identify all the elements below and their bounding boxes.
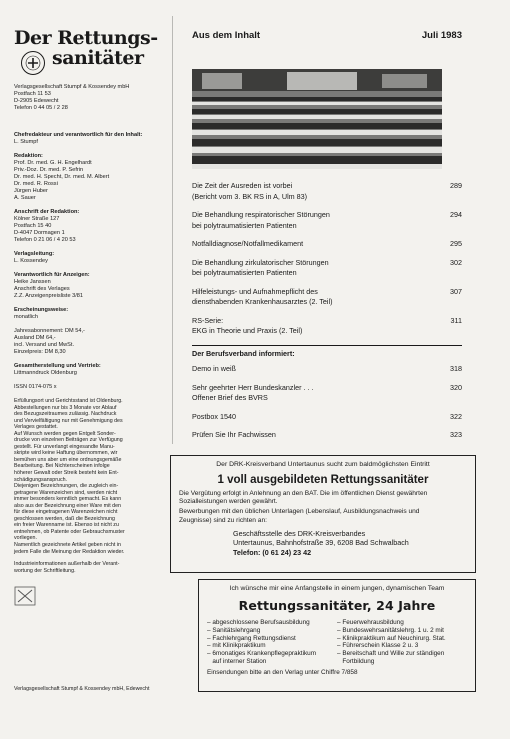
publisher-line: D-2905 Edewecht <box>14 98 59 104</box>
imprint-line: Kölner Straße 127 <box>14 216 60 222</box>
imprint-line: Priv.-Doz. Dr. med. P. Sefrin <box>14 167 84 173</box>
toc-title: Notfalldiagnose/Notfallmedikament <box>192 239 304 248</box>
imprint-block <box>14 272 174 300</box>
imprint-line: A. Sauer <box>14 195 36 201</box>
masthead-title-line1: Der Rettungs- <box>14 27 158 49</box>
imprint-block <box>14 363 174 377</box>
ad2-right-list <box>337 619 467 666</box>
imprint-heading: Erscheinungsweise: <box>14 307 69 313</box>
masthead-title-line2: sanitäter <box>52 47 144 69</box>
fine-print-line: schädigungsanspruch. <box>14 476 68 483</box>
fine-print-line: wortung der Schriftleitung. <box>14 567 76 574</box>
toc-entry <box>192 364 462 375</box>
imprint-line: Telefon 0 21 06 / 4 20 53 <box>14 237 76 243</box>
ad2-list-item: – Führerschein Klasse 2 u. 3 <box>337 642 419 650</box>
fine-print-line: entnehmen, ob Patente oder Gebrauchsmuster <box>14 528 125 535</box>
ad2-headline: Rettungssanitäter, 24 Jahre <box>238 598 436 613</box>
imprint <box>14 132 174 391</box>
publisher-line: Postfach 11 53 <box>14 91 51 97</box>
toc-page-number: 323 <box>450 430 462 439</box>
imprint-block <box>14 251 174 265</box>
imprint-line: D-4047 Dormagen 1 <box>14 230 65 236</box>
ad2-list-item: – abgeschlossene Berufsausbildung <box>207 619 310 626</box>
imprint-heading: Verantwortlich für Anzeigen: <box>14 272 90 278</box>
toc-entry <box>192 239 462 250</box>
toc-page-number: 289 <box>450 181 462 190</box>
ad1-body-line: Zeugnisse) sind zu richten an: <box>179 516 267 524</box>
fine-print-line: Industrieinformationen außerhalb der Verant- <box>14 561 120 568</box>
ad2-lead: Ich wünsche mir eine Anfangstelle in einem jungen, dynamischen Team <box>229 585 445 592</box>
imprint-block <box>14 328 174 356</box>
masthead <box>14 28 174 80</box>
contents-header <box>192 30 462 41</box>
ad2-list-item: – Feuerwehrausbildung <box>337 619 404 626</box>
fine-print-line: Diejenigen Bezeichnungen, die zugleich ein- <box>14 483 119 490</box>
ad1-lead: Der DRK-Kreisverband Untertaunus sucht zum baldmöglichsten Eintritt <box>216 461 430 468</box>
imprint-line: incl. Versand und MwSt. <box>14 342 75 348</box>
left-column <box>14 28 174 611</box>
imprint-line: Dr. med. H. Specht, Dr. med. M. Albert <box>14 174 110 180</box>
right-column <box>192 30 462 439</box>
toc-title: RS-Serie: EKG in Theorie und Praxis (2. Teil) <box>192 315 303 335</box>
fine-print-line: bemühen uns aber um eine ordnungsgemäße <box>14 456 122 463</box>
imprint-line: Dr. med. R. Rossi <box>14 181 58 187</box>
toc-title: Hilfeleistungs- und Aufnahmepflicht des diensthabenden Krankenhausarztes (2. Teil) <box>192 286 333 306</box>
fine-print-line: des Bezugszeitraumes zulässig. Nachdruck <box>14 411 117 418</box>
imprint-line: Einzelpreis: DM 8,30 <box>14 349 66 355</box>
toc-entry <box>192 430 462 441</box>
toc-title: Die Zeit der Ausreden ist vorbei (Bericht vom 3. BK RS in A, Ulm 83) <box>192 181 308 201</box>
toc-title: Sehr geehrter Herr Bundeskanzler . . . Offener Brief des BVRS <box>192 382 314 402</box>
toc-title: Demo in weiß <box>192 364 236 373</box>
ad1-address-line: Untertaunus, Bahnhofstraße 39, 6208 Bad Schwalbach <box>233 538 409 548</box>
column-divider <box>172 16 173 444</box>
fine-print <box>14 398 174 574</box>
imprint-block <box>14 307 174 321</box>
imprint-line: L. Stumpf <box>14 139 38 145</box>
toc-title: Der Berufsverband informiert: <box>192 348 295 358</box>
fine-print-line: jedem Falle die Meinung der Redaktion wieder. <box>14 548 125 555</box>
ad1-phone: Telefon: (0 61 24) 23 42 <box>233 547 312 557</box>
ad2-list-item: – 6monatiges Krankenpflegepraktikum <box>207 650 317 658</box>
imprint-line: Z.Z. Anzeigenpreisliste 3/81 <box>14 293 84 299</box>
imprint-heading: Gesamtherstellung und Vertrieb: <box>14 363 101 369</box>
toc-title: Postbox 1540 <box>192 411 236 421</box>
conference-photo <box>192 69 442 169</box>
imprint-line: Postfach 15 40 <box>14 223 52 229</box>
imprint-heading: Verlagsleitung: <box>14 251 55 257</box>
seal-logo-icon <box>20 50 46 76</box>
fine-print-line: Bearbeitung. Bei Nichterscheinen infolge <box>14 463 110 470</box>
ad2-left-list <box>207 619 337 666</box>
imprint-line: monatlich <box>14 314 38 320</box>
fine-print-line: gestellt. Für unverlangt eingesandte Manu- <box>14 443 115 450</box>
toc-page-number: 294 <box>450 210 462 219</box>
toc-page-number: 318 <box>450 364 462 373</box>
publisher-line: Verlagsgesellschaft Stumpf & Kossendey mbH <box>14 84 130 90</box>
imprint-heading: Anschrift der Redaktion: <box>14 209 80 215</box>
table-of-contents <box>192 181 462 449</box>
ad1-address <box>179 529 467 558</box>
toc-title: Die Behandlung zirkulatorischer Störungen bei polytraumatisierten Patienten <box>192 257 329 277</box>
ad2-list-item: auf interner Station <box>207 657 267 665</box>
imprint-line: Anschrift des Verlages <box>14 286 70 292</box>
fine-print-line: Erfüllungsort und Gerichtsstand ist Oldenburg. <box>14 398 123 404</box>
left-footer: Verlagsgesellschaft Stumpf & Kossendey mbH, Edewecht <box>14 686 150 692</box>
fine-print-line: immer besonders kenntlich gemacht. Es kann <box>14 496 122 503</box>
section-title: Aus dem Inhalt <box>192 30 261 41</box>
issue-date: Juli 1983 <box>421 30 462 41</box>
imprint-line: Jürgen Huber <box>14 188 48 194</box>
fine-print-line: für diese eingetragenen Warenzeichen nicht <box>14 509 118 516</box>
imprint-heading: Chefredakteur und verantwortlich für den Inhalt: <box>14 132 143 138</box>
imprint-line: Littmanndruck Oldenburg <box>14 370 77 376</box>
toc-page-number: 320 <box>450 382 462 392</box>
toc-page-number: 311 <box>450 315 462 325</box>
imprint-block <box>14 153 174 202</box>
imprint-line: L. Kossendey <box>14 258 48 264</box>
fine-print-line: Verlages gestattet. <box>14 424 58 431</box>
fine-print-line: also aus der Bezeichnung einer Ware mit den <box>14 502 121 509</box>
fine-print-line: ein freier Warenname ist. Ebenso ist nicht zu <box>14 522 119 529</box>
ad2-list-item: – Klinikpraktikum auf Neuchirurg. Stat. <box>337 634 446 642</box>
publisher-info <box>14 84 174 112</box>
imprint-block <box>14 209 174 244</box>
imprint-line: Heike Janssen <box>14 279 51 285</box>
toc-entry <box>192 316 462 337</box>
toc-page-number: 322 <box>450 411 462 421</box>
imprint-line: Ausland DM 64,- <box>14 335 56 341</box>
toc-entry <box>192 181 462 202</box>
fine-print-line: Auf Wunsch werden gegen Entgelt Sonder- <box>14 430 116 437</box>
imprint-line: Prof. Dr. med. G. H. Engelhardt <box>14 160 92 166</box>
toc-page-number: 307 <box>450 286 462 296</box>
toc-page-number: 295 <box>450 239 462 248</box>
fine-print-line: Namentlich gezeichnete Artikel geben nicht in <box>14 542 121 549</box>
ad2-qualifications <box>207 619 467 666</box>
imprint-block <box>14 384 174 391</box>
publisher-line: Telefon 0 44 05 / 2 28 <box>14 105 68 111</box>
ad1-body-line: Sozialleistungen werden gewährt. <box>179 498 278 506</box>
toc-entry <box>192 210 462 231</box>
ad1-headline: 1 voll ausgebildeten Rettungssanitäter <box>217 474 429 486</box>
fine-print-line: und Vervielfältigung nur mit Genehmigung des <box>14 417 123 424</box>
job-seeker-ad <box>198 579 476 692</box>
fine-print-line: höherer Gewalt oder Streik besteht kein Ent- <box>14 470 119 477</box>
publisher-logo-icon <box>14 586 36 606</box>
ad1-body-line: Die Vergütung erfolgt in Anlehnung an den BAT. Die im öffentlichen Dienst gewährten <box>179 490 428 497</box>
ad2-list-item: Fortbildung <box>337 657 375 665</box>
ad2-list-item: – mit Klinikpraktikum <box>207 642 266 650</box>
toc-entry <box>192 258 462 279</box>
ad1-body-line: Bewerbungen mit den üblichen Unterlagen (Lebenslauf, Ausbildungsnachweis und <box>179 508 420 516</box>
toc-entry <box>192 383 462 404</box>
ad2-list-item: – Bereitschaft und Wille zur ständigen <box>337 650 445 658</box>
fine-print-line: vorliegen. <box>14 535 37 542</box>
fine-print-line: Abbestellungen nur bis 3 Monate vor Ablauf <box>14 404 117 411</box>
ad2-footer: Einsendungen bitte an den Verlag unter Chiffre 7/858 <box>207 668 358 676</box>
imprint-line: ISSN 0174-075 x <box>14 384 57 390</box>
job-ad-drk <box>170 455 476 573</box>
toc-page-number: 302 <box>450 257 462 267</box>
imprint-line: Jahresabonnement: DM 54,- <box>14 328 85 334</box>
fine-print-line: getragene Warenzeichen sind, werden nicht <box>14 489 118 496</box>
imprint-heading: Redaktion: <box>14 153 43 159</box>
ad2-list-item: – Sanitätslehrgang <box>207 626 261 634</box>
fine-print-line: drucke von einzelnen Beiträgen zur Verfügung <box>14 437 123 444</box>
ad1-body <box>179 490 467 525</box>
toc-entry <box>192 412 462 423</box>
toc-entry <box>192 287 462 308</box>
toc-entry <box>192 349 462 360</box>
toc-title: Prüfen Sie Ihr Fachwissen <box>192 430 276 439</box>
toc-divider <box>192 345 462 346</box>
fine-print-line: geschlossen werden, daß die Bezeichnung <box>14 515 116 522</box>
fine-print-line: skripte wird keine Haftung übernommen, wir <box>14 450 118 457</box>
ad1-address-line: Geschäftsstelle des DRK-Kreisverbandes <box>233 528 366 538</box>
imprint-block <box>14 132 174 146</box>
ad2-list-item: – Fachlehrgang Rettungsdienst <box>207 634 296 642</box>
toc-title: Die Behandlung respiratorischer Störungen bei polytraumatisierten Patienten <box>192 210 330 230</box>
ad2-list-item: – Bundeswehrsanitätslehrg. 1 u. 2 mit <box>337 626 444 634</box>
